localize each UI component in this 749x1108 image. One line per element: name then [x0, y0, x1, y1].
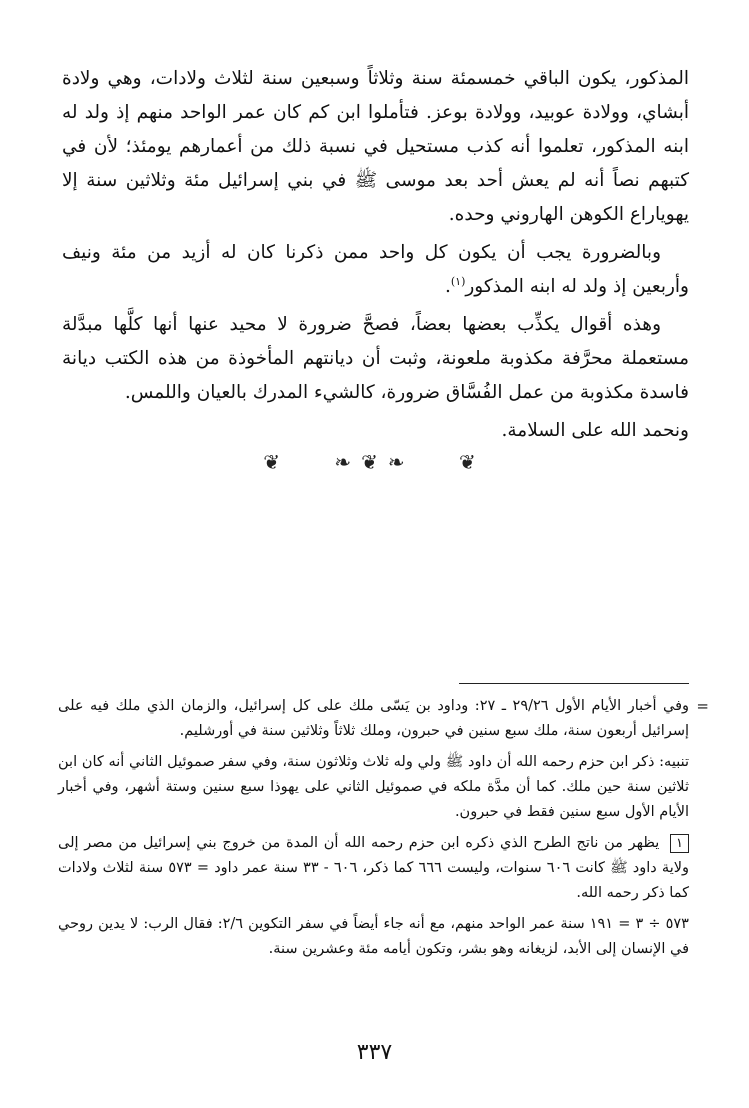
main-text — [62, 62, 689, 452]
footnote-1 — [58, 694, 709, 744]
ornament-left-icon: ❦ — [459, 450, 486, 474]
paragraph-1: المذكور، يكون الباقي خمسمئة سنة وثلاثاً وسبعين سنة لثلاث ولادات، وهي ولادة أبشاي، وولادة عوبيد، وولادة بوعز. فتأملوا ابن كم كان عمر الواحد منهم إذ ولد له ابنه المذكور، تعلموا أنه كذب مستحيل في نسبة ذلك من أعمارهم يومئذ؛ لأن في كتبهم نصاً أنه لم يعش أحد بعد موسى ﷺ في بني إسرائيل مئة وثلاثين سنة إلا يهوياراع الكوهن الهاروني وحده. — [62, 68, 689, 225]
footnote-marker: (١) — [450, 274, 466, 288]
footnote-divider — [459, 683, 689, 684]
footnotes — [58, 694, 709, 968]
footnote-4: ٥٧٣ ÷ ٣ = ١٩١ سنة عمر الواحد منهم، مع أنه جاء أيضاً في سفر التكوين ٢/٦: فقال الرب: لا يدين روحي في الإنسان إلى الأبد، لزيغانه وهو بشر، وتكون أيامه مئة وعشرين سنة. — [58, 916, 689, 957]
page-number: ٣٣٧ — [356, 1040, 393, 1065]
paragraph-4: ونحمد الله على السلامة. — [501, 420, 689, 441]
paragraph-2-end: . — [444, 276, 451, 297]
ornament-right-icon: ❦ — [263, 450, 290, 474]
paragraph-2-text: وبالضرورة يجب أن يكون كل واحد ممن ذكرنا كان له أزيد من مئة ونيف وأربعين إذ ولد له ابنه المذكور — [62, 242, 689, 297]
footnote-1-text: وفي أخبار الأيام الأول ٢٩/٢٦ ـ ٢٧: وداود بن يَسّى ملك على كل إسرائيل، والزمان الذي ملك فيه على إسرائيل أربعون سنة، ملك سبع سنين في حبرون، وملك ثلاثاً وثلاثين سنة في أورشليم. — [58, 698, 690, 739]
section-ornament — [0, 450, 749, 474]
footnote-3 — [58, 831, 689, 906]
continuation-mark: = — [696, 697, 709, 715]
ornament-center-icon: ❧❦❧ — [334, 450, 415, 474]
footnote-3-text: يظهر من ناتج الطرح الذي ذكره ابن حزم رحمه الله أن المدة من خروج بني إسرائيل من مصر إلى ولاية داود ﷺ كانت ٦٠٦ سنوات، وليست ٦٦٦ كما ذكر، ٦٠٦ - ٣٣ سنة عمر داود = ٥٧٣ سنة لثلاث ولادات كما ذكر رحمه الله. — [58, 835, 689, 901]
footnote-2: تنبيه: ذكر ابن حزم رحمه الله أن داود ﷺ ولي وله ثلاث وثلاثون سنة، وفي سفر صموئيل الثاني أنه كان ابن ثلاثين سنة حين ملك. كما أن مدَّة ملكه في صموئيل الثاني على يهوذا سبع سنين وستة أشهر، وفي أخبار الأيام الأول سبع سنين فقط في حبرون. — [58, 754, 689, 820]
paragraph-3: وهذه أقوال يكذِّب بعضها بعضاً، فصحَّ ضرورة لا محيد عنها أنها كلَّها مبدَّلة مستعملة محرَّفة مكذوبة ملعونة، وثبت أن ديانتهم المأخوذة من هذه الكتب ديانة فاسدة مكذوبة من عمل الفُسَّاق ضرورة، كالشيء المدرك بالعيان واللمس. — [62, 314, 689, 403]
note-number-box: ١ — [670, 834, 689, 853]
paragraph-2 — [62, 236, 689, 304]
